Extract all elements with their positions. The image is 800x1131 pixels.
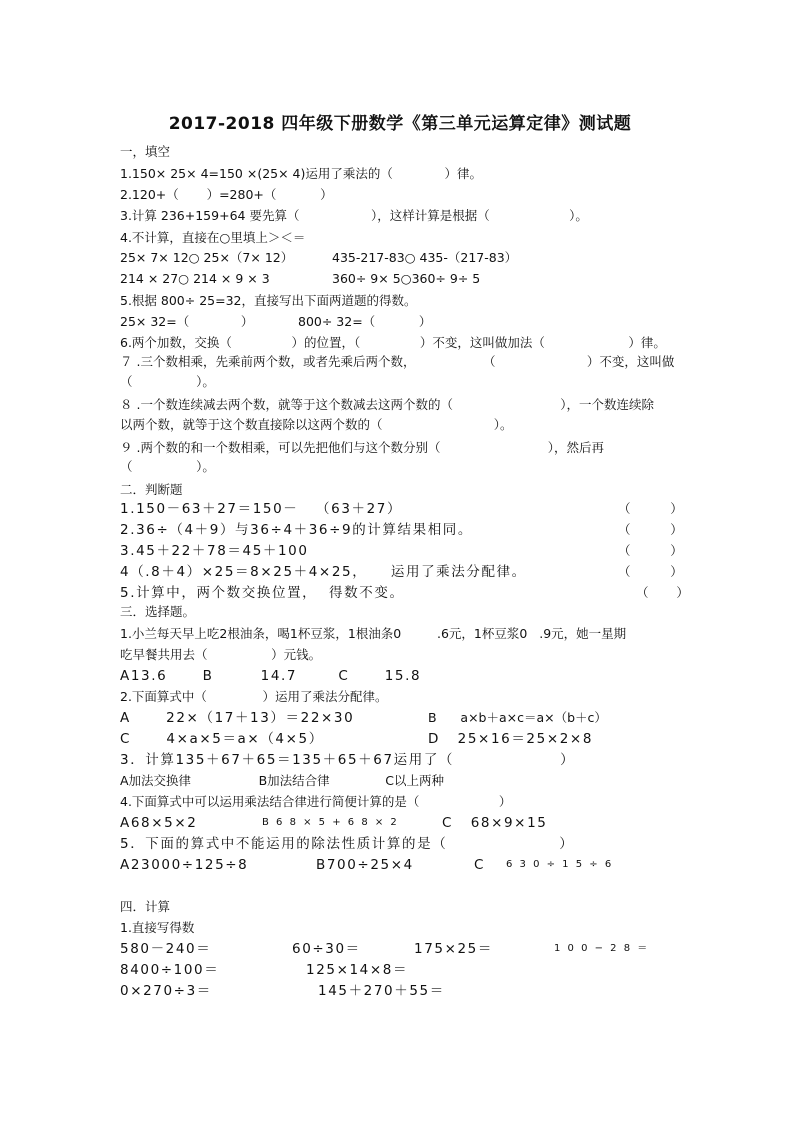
s1-question-1: 1.150× 25× 4=150 ×(25× 4)运用了乘法的（ ）律。 [120,166,483,181]
calc-item: 60÷30＝ [292,941,361,957]
s3-q5-option-c: C [474,857,486,873]
s1-question-4: 4.不计算，直接在○里填上＞＜＝ [120,230,306,245]
s2-q1-answer-paren: （ ） [618,501,683,516]
s1-q4-item-b2: 360÷ 9× 5○360÷ 9÷ 5 [332,271,481,286]
s3-question-4: 4.下面算式中可以运用乘法结合律进行简便计算的是（ ） [120,794,512,809]
s3-q3-options: A加法交换律 B加法结合律 C以上两种 [120,773,445,788]
s1-question-3: 3.计算 236+159+64 要先算（ ），这样计算是根据（ ）。 [120,208,588,223]
s3-q2-option-b: B a×b＋a×c＝a×（b＋c） [428,710,607,725]
calc-item: 0×270÷3＝ [120,983,212,999]
s2-q2-answer-paren: （ ） [618,522,683,537]
s3-question-1-line1: 1.小兰每天早上吃2根油条，喝1杯豆浆，1根油条0 .6元，1杯豆浆0 .9元，她一星期 [120,626,627,641]
s1-question-9-line1: ９ .两个数的和一个数相乘，可以先把他们与这个数分别（ ），然后再 [120,440,604,455]
s2-question-5: 5.计算中，两个数交换位置， 得数不变。 [120,585,405,601]
s1-question-6: 6.两个加数，交换（ ）的位置，（ ）不变，这叫做加法（ ）律。 [120,335,666,350]
s2-question-3: 3.45＋22＋78＝45＋100 [120,543,309,559]
s2-question-2: 2.36÷（4＋9）与36÷4＋36÷9的计算结果相同。 [120,522,474,538]
s1-question-5: 5.根据 800÷ 25=32，直接写出下面两道题的得数。 [120,293,417,308]
calc-item: 8400÷100＝ [120,962,220,978]
s1-q4-item-a1: 25× 7× 12○ 25×（7× 12） [120,250,294,265]
s1-question-7-line1: ７ .三个数相乘，先乘前两个数，或者先乘后两个数， （ ）不变，这叫做 [120,354,675,369]
s2-q3-answer-paren: （ ） [618,543,683,558]
section-4-heading: 四．计算 [120,899,171,914]
s4-subheading: 1.直接写得数 [120,920,195,935]
s3-question-1-line2: 吃早餐共用去（ ）元钱。 [120,647,322,662]
calc-item: 175×25＝ [414,941,493,957]
section-2-heading: 二．判断题 [120,482,183,497]
s3-question-5: 5．下面的算式中不能运用的除法性质计算的是（ ） [120,836,575,852]
s3-q5-option-a: A23000÷125÷8 [120,857,249,873]
s3-question-3: 3．计算135＋67＋65＝135＋65＋67运用了（ ） [120,752,576,768]
s1-q4-item-a2: 435-217-83○ 435-（217-83） [332,250,518,265]
s3-q2-option-d: D 25×16＝25×2×8 [428,731,594,747]
s3-q1-options: A13.6 B 14.7 C 15.8 [120,668,422,684]
s3-q5-option-c-expression: 6 3 0 ÷ 1 5 ÷ 6 [506,859,614,870]
s1-question-2: 2.120+（ ）=280+（ ） [120,187,333,202]
s2-question-1: 1.150－63＋27＝150－ （63＋27） [120,501,403,517]
s1-q5-item-a: 25× 32=（ ） [120,314,254,329]
s1-question-8-line1: ８ .一个数连续减去两个数，就等于这个数减去这两个数的（ ），一个数连续除 [120,397,654,412]
s2-q5-answer-paren: （ ） [636,585,689,600]
s1-question-7-line2: （ ）。 [120,374,215,389]
s3-q4-option-c: C 68×9×15 [442,815,548,831]
calc-item: 125×14×8＝ [306,962,409,978]
s3-q5-option-b: B700÷25×4 [316,857,414,873]
s1-q4-item-b1: 214 × 27○ 214 × 9 × 3 [120,271,270,286]
s2-q4-answer-paren: （ ） [618,564,683,579]
calc-item: 580－240＝ [120,941,212,957]
section-1-heading: 一，填空 [120,144,171,159]
s2-question-4: 4（.8＋4）×25＝8×25＋4×25， 运用了乘法分配律。 [120,564,527,580]
s3-q2-option-c: C 4×a×5＝a×（4×5） [120,731,324,747]
s1-question-9-line2: （ ）。 [120,459,215,474]
s3-q4-option-b: B 6 8 × 5 + 6 8 × 2 [262,817,399,828]
s3-question-2: 2.下面算式中（ ）运用了乘法分配律。 [120,689,388,704]
s1-question-8-line2: 以两个数，就等于这个数直接除以这两个数的（ ）。 [120,417,513,432]
s3-q2-option-a: A 22×（17＋13）＝22×30 [120,710,355,726]
calc-item: 145＋270＋55＝ [318,983,445,999]
s1-q5-item-b: 800÷ 32=（ ） [298,314,432,329]
s3-q4-option-a: A68×5×2 [120,815,198,831]
calc-item: 1 0 0 − 2 8 ＝ [554,943,650,954]
page-title: 2017-2018 四年级下册数学《第三单元运算定律》测试题 [168,114,632,134]
section-3-heading: 三．选择题。 [120,604,196,619]
